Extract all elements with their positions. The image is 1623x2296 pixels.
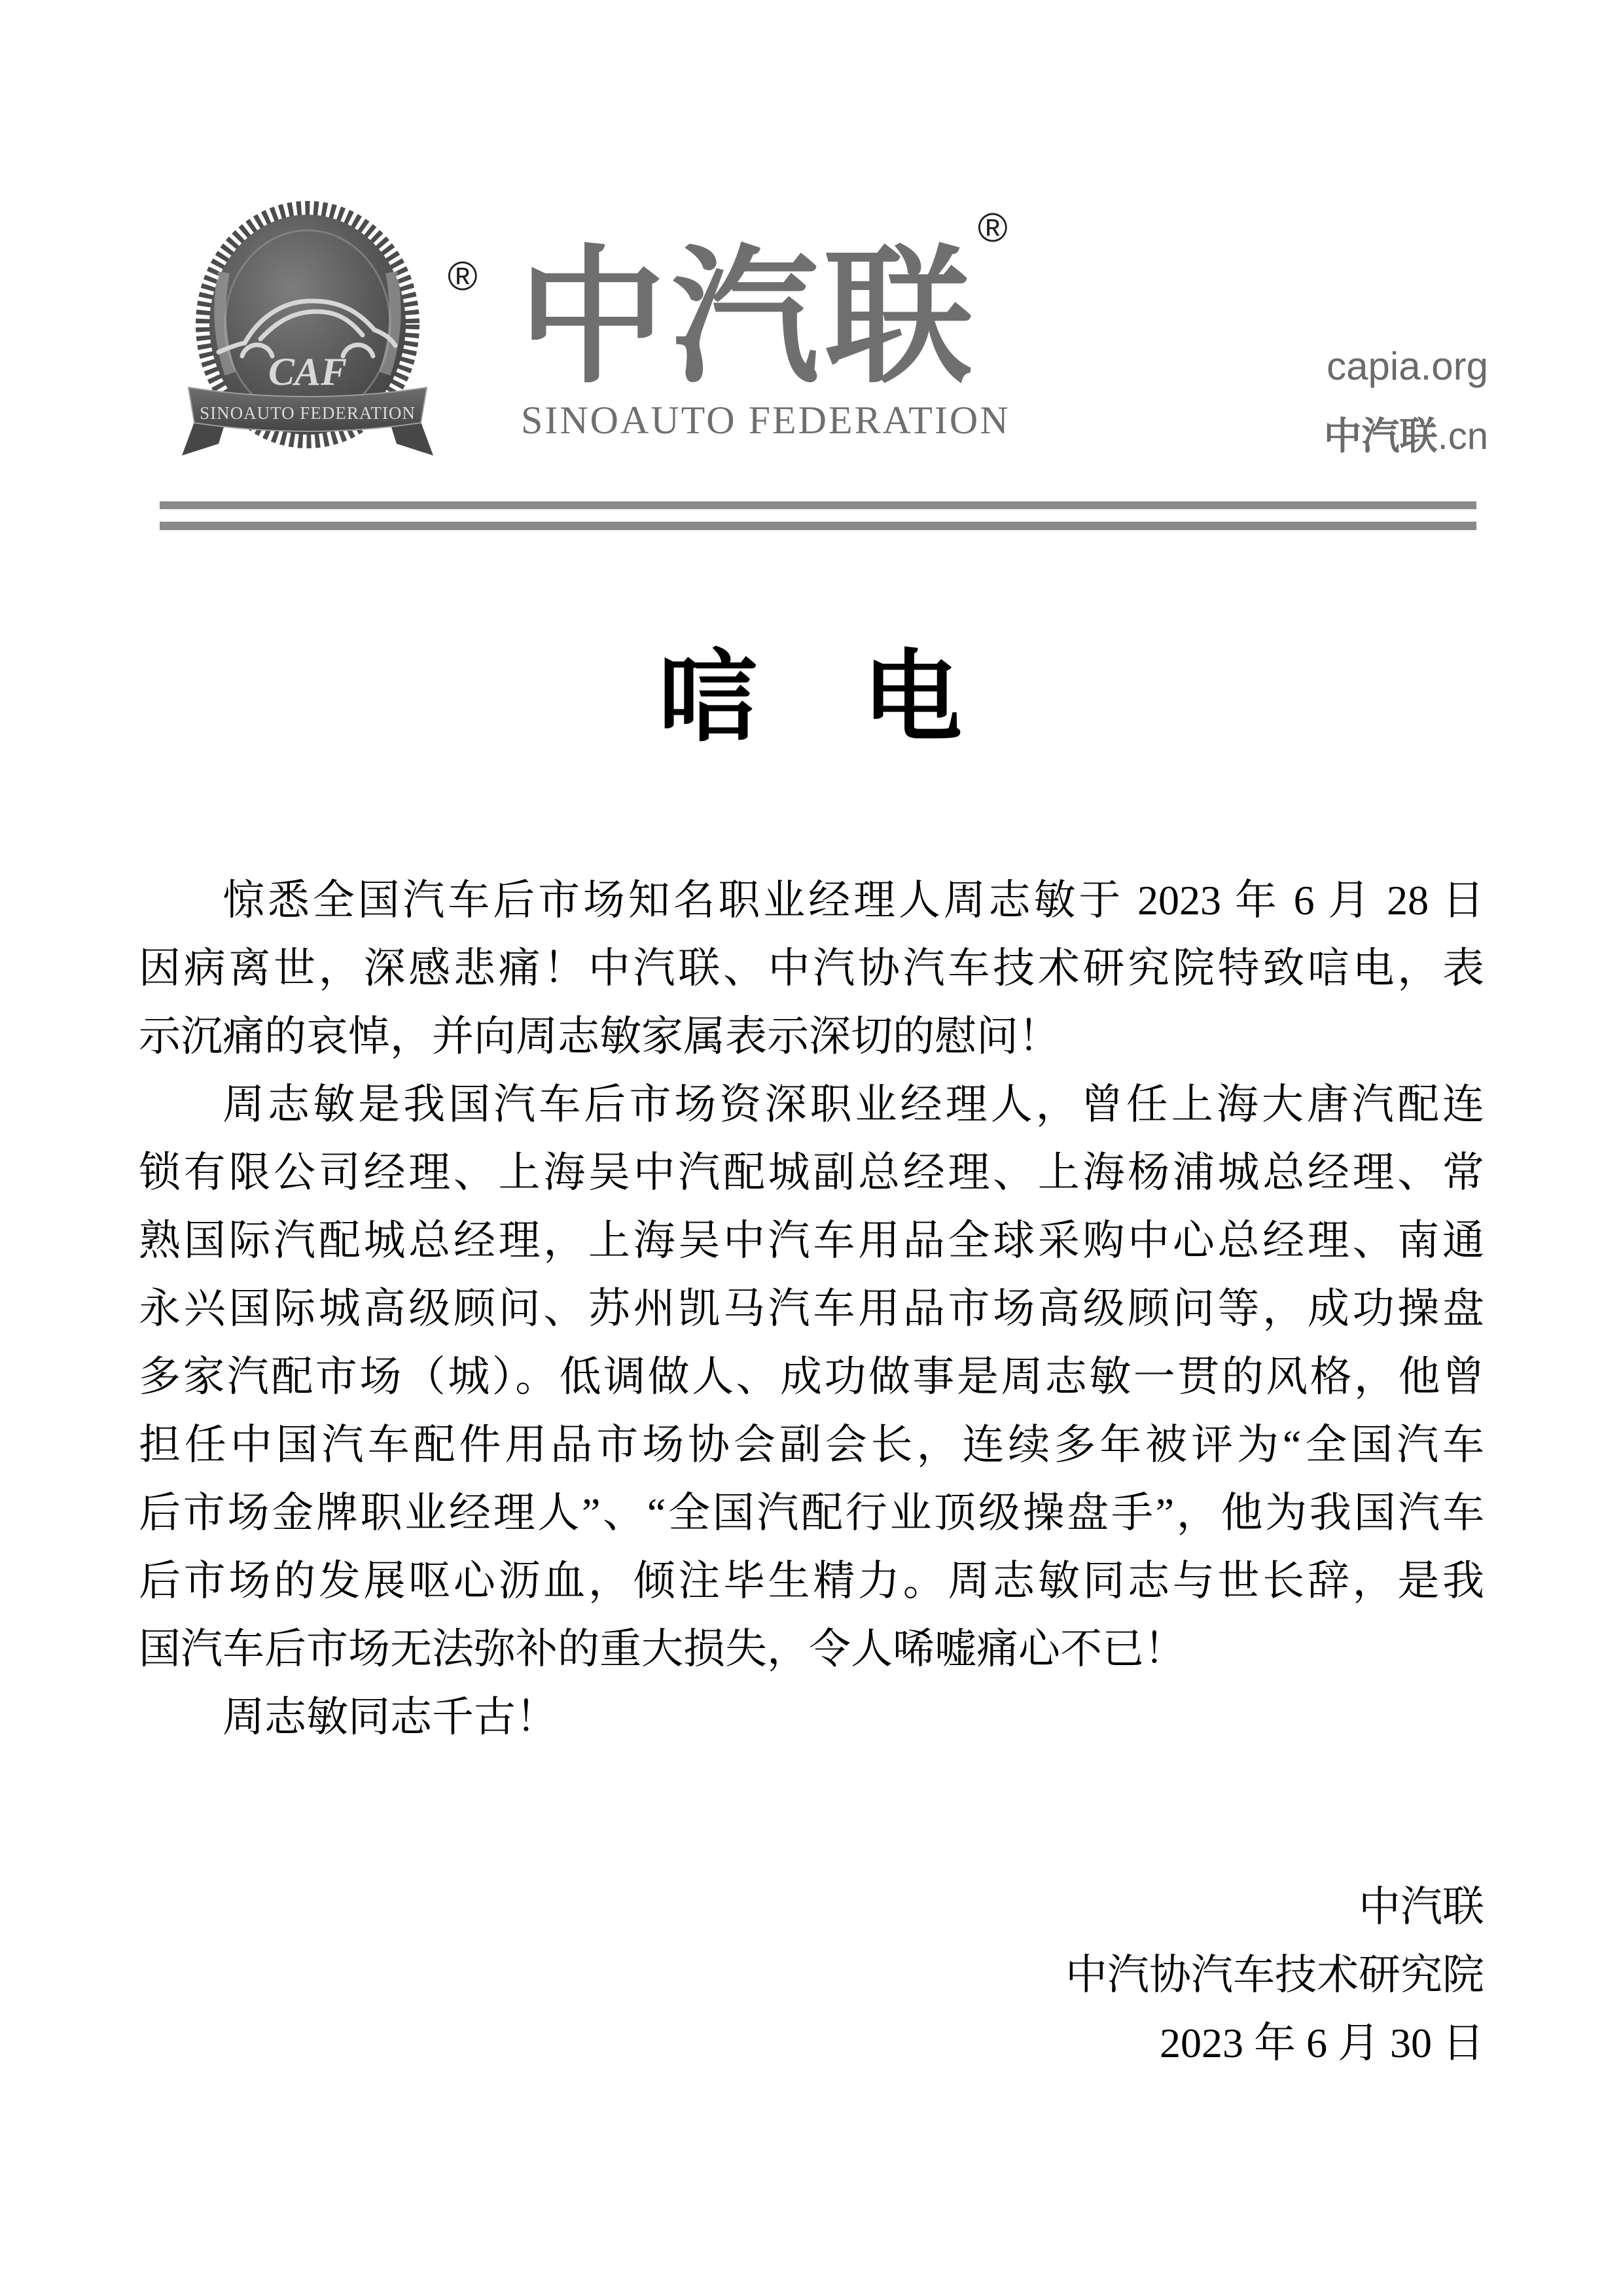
- website-cn: [1323, 415, 1488, 457]
- signature-line: 中汽联: [1359, 1884, 1484, 1930]
- registered-trademark-icon: ®: [978, 206, 1008, 251]
- body-line: 后市场的发展呕心沥血，倾注毕生精力。周志敏同志与世长辞，是我: [139, 1558, 1484, 1604]
- header-rule-top: [160, 501, 1476, 509]
- body-line: 多家汽配市场（城）。低调做人、成功做事是周志敏一贯的风格，他曾: [139, 1354, 1484, 1400]
- website-cn-prefix: 中汽联: [1323, 415, 1438, 457]
- body-line: 后市场金牌职业经理人”、“全国汽配行业顶级操盘手”，他为我国汽车: [139, 1490, 1484, 1536]
- website-capia-org: capia.org: [1327, 344, 1488, 388]
- body-line: 永兴国际城高级顾问、苏州凯马汽车用品市场高级顾问等，成功操盘: [139, 1285, 1484, 1332]
- website-block: [1323, 344, 1488, 457]
- ribbon-text: SINOAUTO FEDERATION: [200, 403, 416, 423]
- letter-body: [139, 867, 1484, 1751]
- body-line: 惊悉全国汽车后市场知名职业经理人周志敏于 2023 年 6 月 28 日: [223, 877, 1484, 924]
- body-line: 锁有限公司经理、上海吴中汽配城副总经理、上海杨浦城总经理、常: [139, 1149, 1484, 1196]
- brand-name-en: SINOAUTO FEDERATION: [521, 399, 1010, 442]
- body-line: 周志敏同志千古！: [223, 1694, 558, 1740]
- signature-block: [139, 1873, 1484, 2077]
- body-line: 熟国际汽配城总经理，上海吴中汽车用品全球采购中心总经理、南通: [139, 1217, 1484, 1264]
- body-line: 示沉痛的哀悼，并向周志敏家属表示深切的慰问！: [139, 1013, 1060, 1060]
- body-line: 国汽车后市场无法弥补的重大损失，令人唏嘘痛心不已！: [139, 1626, 1186, 1672]
- badge-monogram: CAF: [268, 350, 348, 393]
- body-line: 因病离世，深感悲痛！中汽联、中汽协汽车技术研究院特致唁电，表: [139, 945, 1484, 992]
- body-line: 担任中国汽车配件用品市场协会副会长，连续多年被评为“全国汽车: [139, 1422, 1484, 1468]
- website-cn-suffix: .cn: [1437, 415, 1488, 457]
- signature-line: 2023 年 6 月 30 日: [1160, 2020, 1484, 2066]
- caf-logo-badge: [178, 200, 437, 465]
- body-line: 周志敏是我国汽车后市场资深职业经理人，曾任上海大唐汽配连: [223, 1081, 1484, 1128]
- header-rule-bottom: [160, 522, 1476, 530]
- page-title: 唁 电: [658, 643, 965, 753]
- brand-name-cn: 中汽联: [518, 237, 978, 401]
- registered-trademark-icon: ®: [448, 254, 478, 299]
- signature-line: 中汽协汽车技术研究院: [1065, 1952, 1484, 1998]
